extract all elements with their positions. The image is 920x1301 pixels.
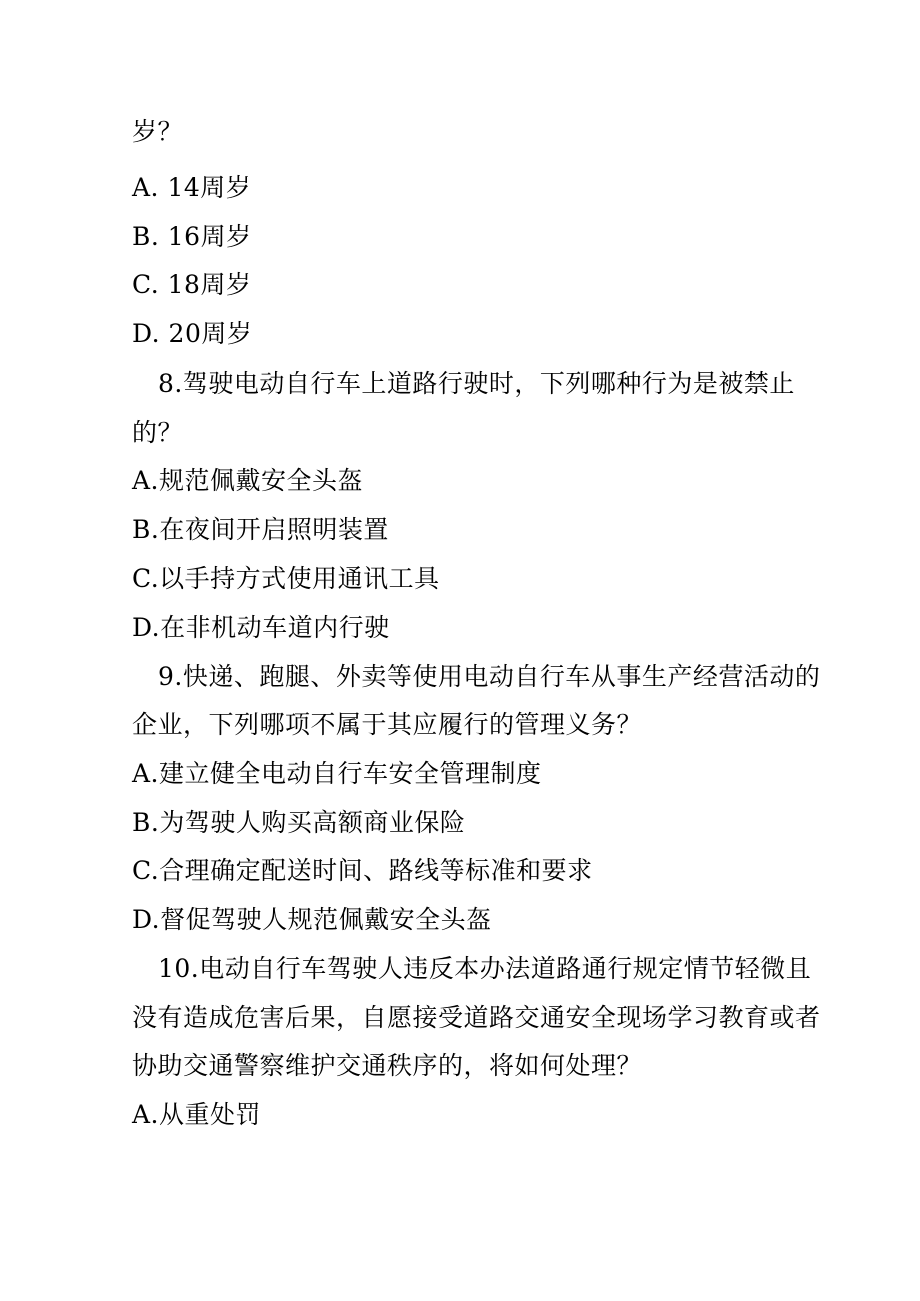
question-7-option-a: A. 14周岁 (132, 173, 252, 202)
question-8-option-a: A.规范佩戴安全头盔 (132, 466, 364, 495)
question-7-tail: 岁？ (132, 117, 184, 146)
question-8-option-c: C.以手持方式使用通讯工具 (132, 564, 440, 593)
question-8-option-d: D.在非机动车道内行驶 (132, 613, 390, 642)
question-9-option-a: A.建立健全电动自行车安全管理制度 (132, 759, 542, 788)
question-7-option-b: B. 16周岁 (132, 222, 252, 251)
question-9-option-b: B.为驾驶人购买高额商业保险 (132, 808, 466, 837)
question-9-text-line-1: 9.快递、跑腿、外卖等使用电动自行车从事生产经营活动的 (158, 662, 821, 691)
question-9-option-c: C.合理确定配送时间、路线等标准和要求 (132, 856, 593, 885)
question-9-option-d: D.督促驾驶人规范佩戴安全头盔 (132, 905, 492, 934)
question-7-option-d: D. 20周岁 (132, 319, 253, 348)
question-10-text-line-2: 没有造成危害后果，自愿接受道路交通安全现场学习教育或者 (132, 1003, 821, 1032)
question-8-text-line-2: 的？ (132, 418, 184, 447)
question-10-option-a: A.从重处罚 (132, 1100, 262, 1129)
question-10-text-line-1: 10.电动自行车驾驶人违反本办法道路通行规定情节轻微且 (158, 954, 812, 983)
question-8-text-line-1: 8.驾驶电动自行车上道路行驶时，下列哪种行为是被禁止 (158, 369, 795, 398)
question-10-text-line-3: 协助交通警察维护交通秩序的，将如何处理？ (132, 1051, 643, 1080)
question-9-text-line-2: 企业，下列哪项不属于其应履行的管理义务？ (132, 710, 643, 739)
question-8-option-b: B.在夜间开启照明装置 (132, 515, 389, 544)
question-7-option-c: C. 18周岁 (132, 270, 252, 299)
